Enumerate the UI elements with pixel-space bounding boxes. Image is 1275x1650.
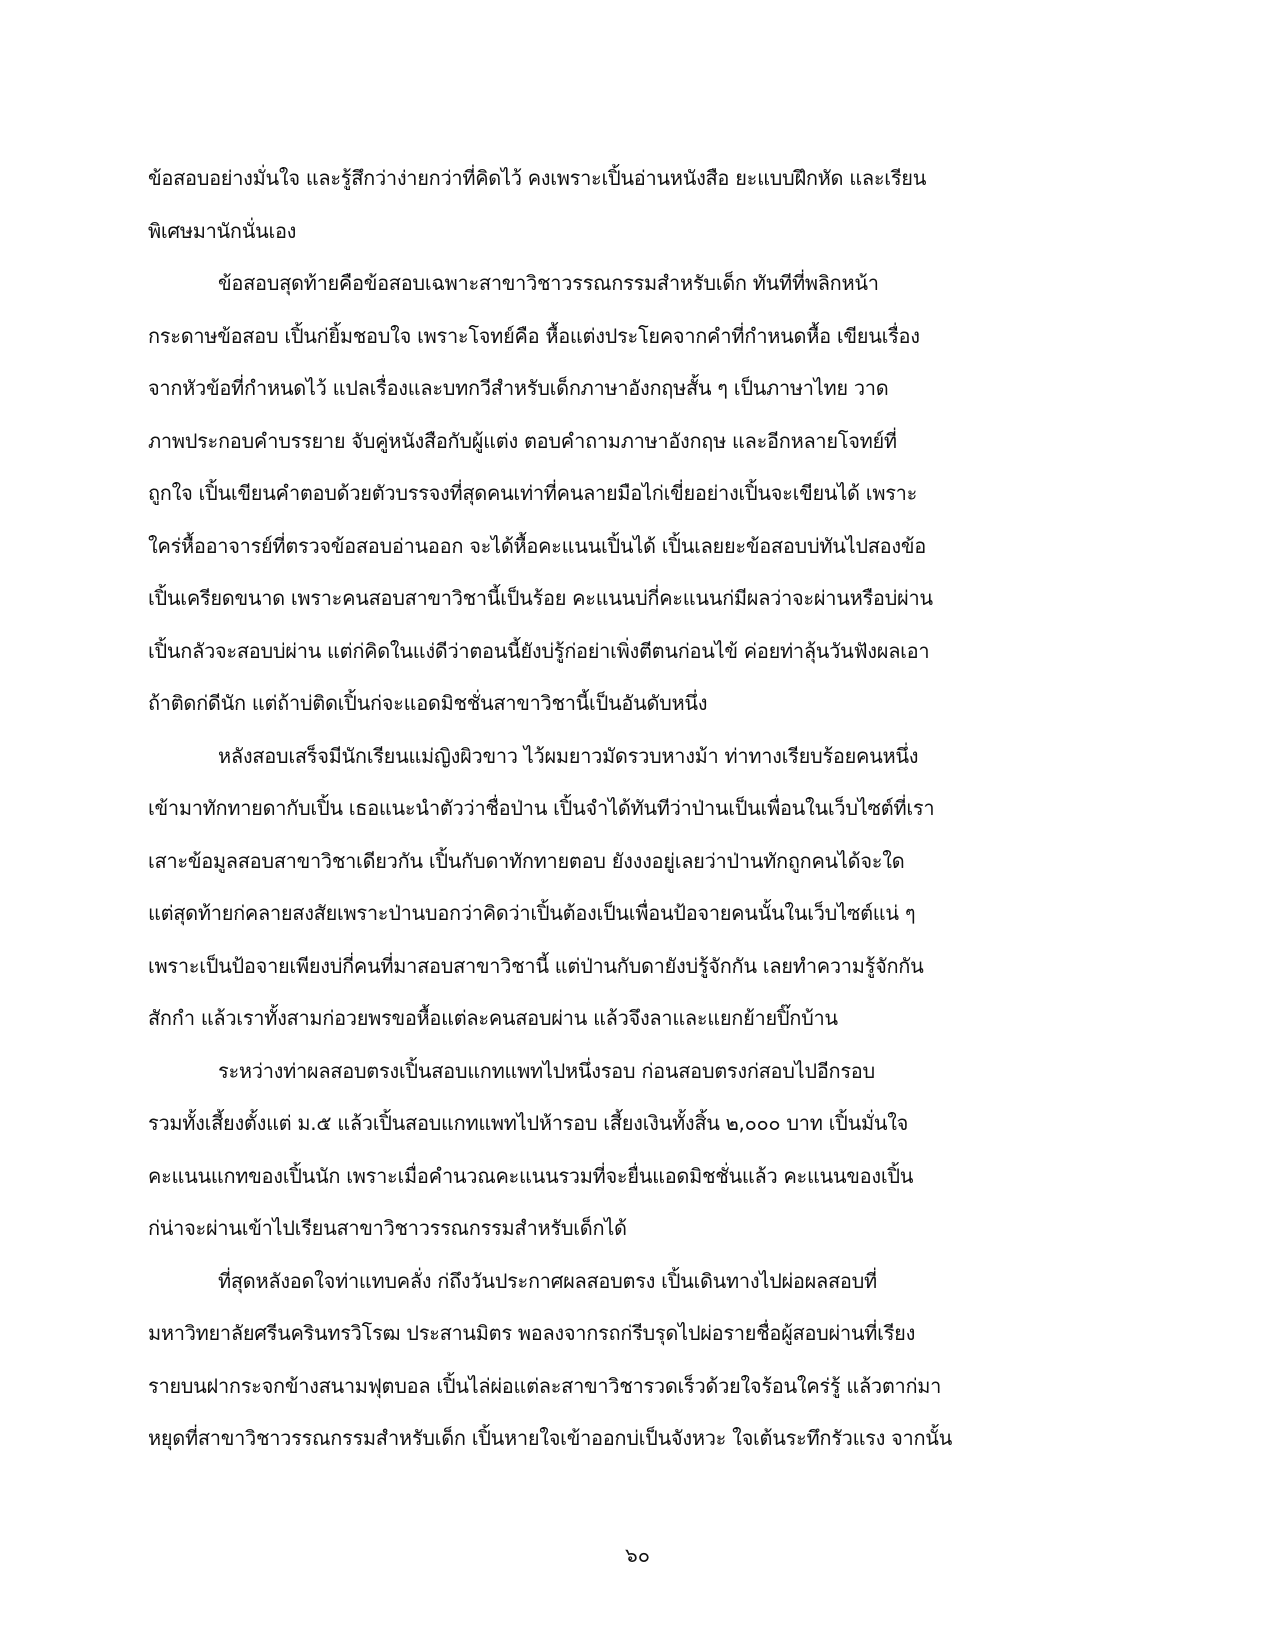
text-line: เข้ามาทักทายดากับเปิ้น เธอแนะนำตัวว่าชื่อป่าน เปิ้นจำได้ทันทีว่าป่านเป็นเพื่อนในเว็บไซต์ที่เรา <box>148 796 935 820</box>
text-line: จากหัวข้อที่กำหนดไว้ แปลเรื่องและบทกวีสำหรับเด็กภาษาอังกฤษสั้น ๆ เป็นภาษาไทย วาด <box>148 376 889 400</box>
paragraph <box>148 1255 1148 1465</box>
paragraph <box>148 1045 1148 1255</box>
text-line: แต่สุดท้ายก่คลายสงสัยเพราะป่านบอกว่าคิดว่าเปิ้นต้องเป็นเพื่อนป้อจายคนนั้นในเว็บไซต์แน่ ๆ <box>148 901 916 925</box>
text-line: พิเศษมานักนั่นเอง <box>148 218 297 243</box>
text-line: ใคร่หื้ออาจารย์ที่ตรวจข้อสอบอ่านออก จะได้หื้อคะแนนเปิ้นได้ เปิ้นเลยยะข้อสอบบ่ทันไปสองข้อ <box>148 533 926 558</box>
text-line: เปิ้นเครียดขนาด เพราะคนสอบสาขาวิชานี้เป็นร้อย คะแนนบ่กี่คะแนนก่มีผลว่าจะผ่านหรือบ่ผ่าน <box>148 586 933 610</box>
text-line: ถูกใจ เปิ้นเขียนคำตอบด้วยตัวบรรจงที่สุดคนเท่าที่คนลายมือไก่เขี่ยอย่างเปิ้นจะเขียนได้ เพราะ <box>148 481 918 505</box>
text-line: หยุดที่สาขาวิชาวรรณกรรมสำหรับเด็ก เปิ้นหายใจเข้าออกบ่เป็นจังหวะ ใจเต้นระทึกรัวแรง จากนั้น <box>148 1426 953 1450</box>
text-line: ข้อสอบอย่างมั่นใจ และรู้สึกว่าง่ายกว่าที่คิดไว้ คงเพราะเปิ้นอ่านหนังสือ ยะแบบฝึกหัด และเรียน <box>148 166 927 190</box>
text-line: กระดาษข้อสอบ เปิ้นก่ยิ้มชอบใจ เพราะโจทย์คือ หื้อแต่งประโยคจากคำที่กำหนดหื้อ เขียนเรื่อง <box>148 323 920 348</box>
text-line: เปิ้นกลัวจะสอบบ่ผ่าน แต่ก่คิดในแง่ดีว่าตอนนี้ยังบ่รู้ก่อย่าเพิ่งตีตนก่อนไข้ ค่อยท่าลุ้นวันฟังผลเอา <box>148 638 930 663</box>
paragraph <box>148 152 1148 257</box>
text-line: ก่น่าจะผ่านเข้าไปเรียนสาขาวิชาวรรณกรรมสำหรับเด็กได้ <box>148 1216 627 1240</box>
text-line: รวมทั้งเสี้ยงตั้งแต่ ม.๕ แล้วเปิ้นสอบแกทแพทไปห้ารอบ เสี้ยงเงินทั้งสิ้น ๒,๐๐๐ บาท เปิ้นมั่นใจ <box>148 1111 909 1135</box>
text-line: เพราะเป็นป้อจายเพียงบ่กี่คนที่มาสอบสาขาวิชานี้ แต่ป่านกับดายังบ่รู้จักกัน เลยทำความรู้จักกัน <box>148 953 924 978</box>
text-line: เสาะข้อมูลสอบสาขาวิชาเดียวกัน เปิ้นกับดาทักทายตอบ ยังงงอยู่เลยว่าป่านทักถูกคนได้จะใด <box>148 848 905 873</box>
paragraph <box>148 257 1148 730</box>
text-body <box>148 152 1148 1465</box>
text-line: ที่สุดหลังอดใจท่าแทบคลั่ง ก่ถึงวันประกาศผลสอบตรง เปิ้นเดินทางไปผ่อผลสอบที่ <box>218 1268 877 1293</box>
paragraph <box>148 730 1148 1045</box>
text-line: ข้อสอบสุดท้ายคือข้อสอบเฉพาะสาขาวิชาวรรณกรรมสำหรับเด็ก ทันทีที่พลิกหน้า <box>218 271 879 295</box>
text-line: รายบนฝากระจกข้างสนามฟุตบอล เปิ้นไล่ผ่อแต่ละสาขาวิชารวดเร็วด้วยใจร้อนใคร่รู้ แล้วตาก่มา <box>148 1373 942 1398</box>
text-line: ถ้าติดก่ดีนัก แต่ถ้าบ่ติดเปิ้นก่จะแอดมิชชั่นสาขาวิชานี้เป็นอันดับหนึ่ง <box>148 691 708 715</box>
text-line: คะแนนแกทของเปิ้นนัก เพราะเมื่อคำนวณคะแนนรวมที่จะยื่นแอดมิชชั่นแล้ว คะแนนของเปิ้น <box>148 1163 914 1188</box>
text-line: ภาพประกอบคำบรรยาย จับคู่หนังสือกับผู้แต่ง ตอบคำถามภาษาอังกฤษ และอีกหลายโจทย์ที่ <box>148 428 897 453</box>
text-line: หลังสอบเสร็จมีนักเรียนแม่ญิงผิวขาว ไว้ผมยาวมัดรวบหางม้า ท่าทางเรียบร้อยคนหนึ่ง <box>218 743 919 768</box>
text-line: มหาวิทยาลัยศรีนครินทรวิโรฒ ประสานมิตร พอลงจากรถก่รีบรุดไปผ่อรายชื่อผู้สอบผ่านที่เรียง <box>148 1321 916 1345</box>
text-line: สักกำ แล้วเราทั้งสามก่อวยพรขอหื้อแต่ละคนสอบผ่าน แล้วจึงลาและแยกย้ายปิ๊กบ้าน <box>148 1006 838 1030</box>
text-line: ระหว่างท่าผลสอบตรงเปิ้นสอบแกทแพทไปหนึ่งรอบ ก่อนสอบตรงก่สอบไปอีกรอบ <box>218 1058 875 1083</box>
page-number: ๖๐ <box>625 1543 650 1567</box>
